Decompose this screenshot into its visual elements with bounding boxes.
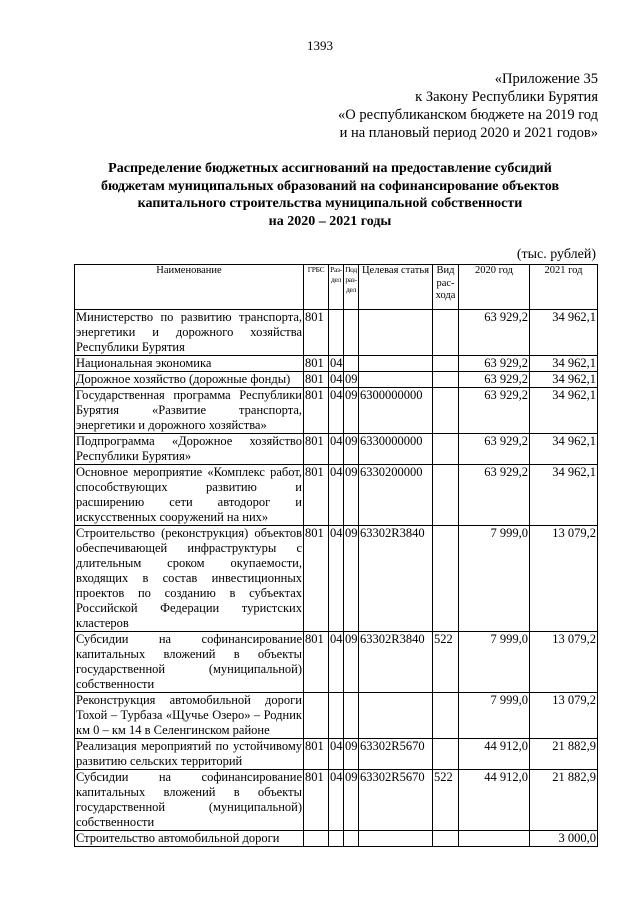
cell-name: Реконструкция автомобильной дороги Тохой – Турбаза «Щучье Озеро» – Родник км 0 – км 14 в Селенгинском районе	[76, 693, 302, 737]
cell-podrazdel	[344, 310, 359, 356]
title-line: бюджетам муниципальных образований на софинансирование объектов	[100, 178, 560, 194]
cell-2020: 44 912,0	[459, 770, 530, 831]
cell-2021: 3 000,0	[530, 831, 598, 847]
cell-vid	[433, 465, 459, 526]
cell-vid	[433, 356, 459, 372]
cell-razdel	[329, 831, 344, 847]
table-row	[75, 356, 598, 372]
cell-podrazdel	[344, 356, 359, 372]
cell-grbs: 801	[304, 739, 329, 770]
cell-article: 63302R5670	[359, 739, 433, 770]
cell-podrazdel: 09	[344, 526, 359, 632]
cell-vid	[433, 372, 459, 388]
cell-grbs: 801	[304, 388, 329, 434]
cell-grbs: 801	[304, 465, 329, 526]
cell-article: 63302R5670	[359, 770, 433, 831]
cell-name: Дорожное хозяйство (дорожные фонды)	[75, 372, 304, 388]
cell-2021: 34 962,1	[530, 465, 598, 526]
cell-name: Строительство (реконструкция) объектов обеспечивающей инфраструктуры с длительным сроком окупаемости, входящих в состав инвестиционных проектов по созданию в субъектах Российской Федерации туристских кластеров	[76, 526, 302, 630]
cell-2020: 63 929,2	[459, 356, 530, 372]
cell-2021: 34 962,1	[530, 310, 598, 356]
cell-podrazdel: 09	[344, 632, 359, 693]
cell-2020: 44 912,0	[459, 739, 530, 770]
cell-name: Национальная экономика	[75, 356, 304, 372]
cell-name: Государственная программа Республики Бурятия «Развитие транспорта, энергетики и дорожного хозяйства»	[76, 388, 302, 432]
title-line: на 2020 – 2021 годы	[268, 213, 392, 229]
cell-2020: 63 929,2	[459, 465, 530, 526]
cell-name: Основное мероприятие «Комплекс работ, способствующих развитию и расширению сети автодорог и искусственных сооружений на них»	[76, 465, 302, 524]
cell-vid	[433, 310, 459, 356]
cell-grbs: 801	[304, 356, 329, 372]
cell-2020: 63 929,2	[459, 388, 530, 434]
cell-vid: 522	[433, 770, 459, 831]
cell-name: Субсидии на софинансирование капитальных вложений в объекты государственной (муниципальной) собственности	[76, 632, 302, 691]
appendix-line: «О республиканском бюджете на 2019 год	[338, 107, 598, 123]
cell-vid: 522	[433, 632, 459, 693]
table-row	[75, 693, 598, 739]
cell-2020: 63 929,2	[459, 372, 530, 388]
cell-razdel: 04	[329, 526, 344, 632]
cell-razdel: 04	[329, 739, 344, 770]
cell-vid	[433, 693, 459, 739]
cell-grbs: 801	[304, 632, 329, 693]
cell-article	[359, 831, 433, 847]
cell-name: Строительство автомобильной дороги	[75, 831, 304, 847]
cell-2021: 34 962,1	[530, 388, 598, 434]
budget-table	[74, 264, 598, 847]
table-row	[75, 465, 598, 526]
cell-article	[359, 310, 433, 356]
cell-razdel: 04	[330, 356, 343, 370]
cell-razdel	[329, 310, 344, 356]
cell-2021: 21 882,9	[530, 739, 598, 770]
table-header-row	[75, 265, 598, 310]
cell-2020: 63 929,2	[459, 434, 530, 465]
header-grbs: ГРБС	[304, 265, 329, 310]
table-row	[75, 434, 598, 465]
cell-2021: 34 962,1	[530, 372, 598, 388]
header-vid: Вид рас- хода	[433, 265, 459, 310]
cell-article: 6330200000	[359, 465, 433, 526]
table-row	[75, 739, 598, 770]
cell-grbs: 801	[304, 770, 329, 831]
cell-2021: 21 882,9	[530, 770, 598, 831]
cell-grbs	[304, 831, 329, 847]
cell-article: 6330000000	[359, 434, 433, 465]
cell-vid	[433, 831, 459, 847]
cell-podrazdel: 09	[344, 739, 359, 770]
units-label: (тыс. рублей)	[516, 247, 596, 262]
cell-grbs: 801	[304, 526, 329, 632]
cell-vid	[433, 739, 459, 770]
cell-2021: 34 962,1	[530, 356, 598, 372]
document-title	[60, 160, 600, 230]
cell-grbs	[304, 693, 329, 739]
table-row	[75, 632, 598, 693]
cell-grbs: 801	[304, 434, 329, 465]
header-2020: 2020 год	[459, 265, 530, 310]
header-razdel: Раз- дел	[329, 265, 344, 310]
cell-article: 63302R3840	[359, 632, 433, 693]
cell-name: Министерство по развитию транспорта, энергетики и дорожного хозяйства Республики Бурятия	[76, 310, 302, 354]
cell-podrazdel	[344, 831, 359, 847]
title-line: Распределение бюджетных ассигнований на предоставление субсидий	[108, 161, 552, 176]
cell-article	[359, 372, 433, 388]
cell-razdel: 04	[329, 465, 344, 526]
header-article: Целевая статья	[359, 265, 433, 310]
table-row	[75, 526, 598, 632]
cell-razdel: 04	[329, 632, 344, 693]
header-podrazdel: Под раз- дел	[344, 265, 359, 310]
cell-podrazdel: 09	[344, 434, 359, 465]
cell-podrazdel: 09	[345, 372, 358, 386]
appendix-line: к Закону Республики Бурятия	[415, 89, 598, 105]
cell-razdel: 04	[329, 770, 344, 831]
cell-2021: 34 962,1	[530, 434, 598, 465]
cell-2021: 13 079,2	[530, 526, 598, 632]
cell-2020: 7 999,0	[459, 693, 530, 739]
cell-grbs: 801	[304, 372, 329, 388]
cell-grbs: 801	[304, 310, 329, 356]
cell-2020: 7 999,0	[459, 526, 530, 632]
cell-razdel: 04	[329, 388, 344, 434]
cell-2021: 13 079,2	[530, 693, 598, 739]
table-row	[75, 310, 598, 356]
cell-name: Реализация мероприятий по устойчивому развитию сельских территорий	[76, 739, 302, 768]
cell-razdel: 04	[330, 372, 343, 386]
header-name: Наименование	[75, 265, 304, 310]
header-2021: 2021 год	[530, 265, 598, 310]
cell-2020: 7 999,0	[459, 632, 530, 693]
table-row	[75, 388, 598, 434]
cell-razdel	[329, 693, 344, 739]
table-row	[75, 770, 598, 831]
cell-vid	[433, 526, 459, 632]
cell-podrazdel: 09	[344, 388, 359, 434]
cell-2020: 63 929,2	[459, 310, 530, 356]
table-row	[75, 372, 598, 388]
cell-podrazdel: 09	[344, 465, 359, 526]
appendix-line: и на плановый период 2020 и 2021 годов»	[339, 125, 598, 141]
cell-article: 63302R3840	[359, 526, 433, 632]
cell-name: Подпрограмма «Дорожное хозяйство Республики Бурятия»	[76, 434, 302, 463]
cell-razdel: 04	[329, 434, 344, 465]
cell-podrazdel: 09	[344, 770, 359, 831]
appendix-line: «Приложение 35	[494, 71, 598, 87]
cell-name: Субсидии на софинансирование капитальных вложений в объекты государственной (муниципальной) собственности	[76, 770, 302, 829]
cell-article	[359, 356, 433, 372]
table-row	[75, 831, 598, 847]
title-line: капитального строительства муниципальной собственности	[137, 196, 523, 211]
cell-article	[359, 693, 433, 739]
cell-vid	[433, 434, 459, 465]
cell-vid	[433, 388, 459, 434]
cell-podrazdel	[344, 693, 359, 739]
page-number: 1393	[307, 38, 333, 53]
cell-article: 6300000000	[359, 388, 433, 434]
appendix-reference	[258, 70, 598, 142]
cell-2020	[459, 831, 530, 847]
cell-2021: 13 079,2	[530, 632, 598, 693]
